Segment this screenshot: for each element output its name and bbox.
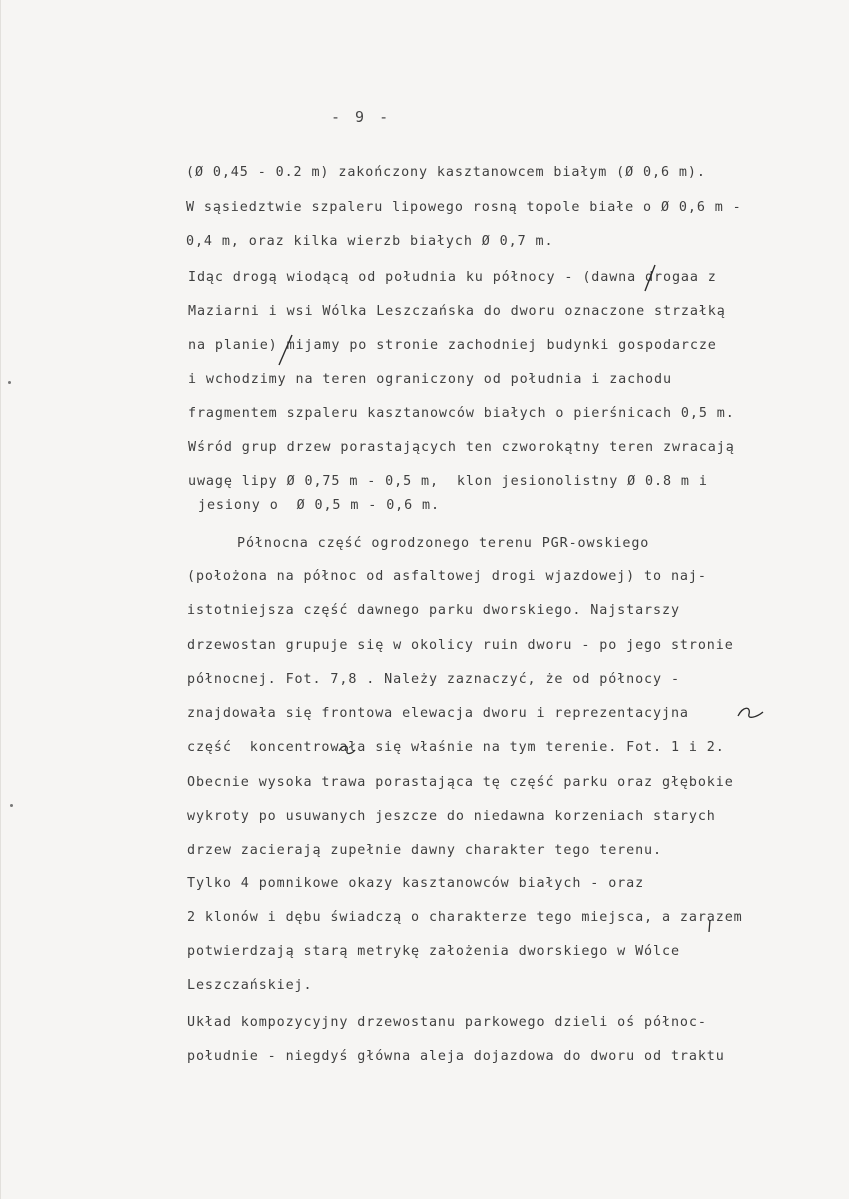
text-line: część koncentrowała się właśnie na tym terenie. Fot. 1 i 2.	[187, 740, 725, 755]
text-line: Układ kompozycyjny drzewostanu parkowego dzieli oś północ-	[187, 1015, 707, 1030]
text-line: W sąsiedztwie szpaleru lipowego rosną topole białe o Ø 0,6 m -	[186, 200, 742, 215]
text-line: i wchodzimy na teren ograniczony od południa i zachodu	[188, 372, 672, 387]
text-line: (Ø 0,45 - 0.2 m) zakończony kasztanowcem białym (Ø 0,6 m).	[186, 165, 706, 180]
text-line: Obecnie wysoka trawa porastająca tę część parku oraz głębokie	[187, 775, 734, 790]
text-line: północnej. Fot. 7,8 . Należy zaznaczyć, że od północy -	[187, 672, 680, 687]
margin-dot	[10, 804, 13, 807]
text-line: wykroty po usuwanych jeszcze do niedawna korzeniach starych	[187, 809, 716, 824]
text-line: istotniejsza część dawnego parku dworskiego. Najstarszy	[187, 603, 680, 618]
text-line: Północna część ogrodzonego terenu PGR-owskiego	[237, 536, 650, 551]
text-line: znajdowała się frontowa elewacja dworu i reprezentacyjna	[187, 706, 689, 721]
text-line: 0,4 m, oraz kilka wierzb białych Ø 0,7 m.	[186, 234, 554, 249]
text-line: drzewostan grupuje się w okolicy ruin dworu - po jego stronie	[187, 638, 734, 653]
text-line: drzew zacierają zupełnie dawny charakter tego terenu.	[187, 843, 662, 858]
text-line: Wśród grup drzew porastających ten czworokątny teren zwracają	[188, 440, 735, 455]
margin-dot	[8, 381, 11, 384]
text-line: jesiony o Ø 0,5 m - 0,6 m.	[198, 498, 440, 513]
text-line: uwagę lipy Ø 0,75 m - 0,5 m, klon jesionolistny Ø 0.8 m i	[188, 474, 708, 489]
pen-correction-mark	[735, 701, 765, 723]
text-line: południe - niegdyś główna aleja dojazdowa do dworu od traktu	[187, 1049, 725, 1064]
text-line: fragmentem szpaleru kasztanowców białych o pierśnicach 0,5 m.	[188, 406, 735, 421]
text-line: 2 klonów i dębu świadczą o charakterze tego miejsca, a zarazem	[187, 910, 743, 925]
text-line: potwierdzają starą metrykę założenia dworskiego w Wólce	[187, 944, 680, 959]
text-line: (położona na północ od asfaltowej drogi wjazdowej) to naj-	[187, 569, 707, 584]
text-line: na planie) mijamy po stronie zachodniej budynki gospodarcze	[188, 338, 717, 353]
page-number: - 9 -	[331, 108, 392, 126]
text-line: Leszczańskiej.	[187, 978, 313, 993]
text-line: Maziarni i wsi Wólka Leszczańska do dworu oznaczone strzałką	[188, 304, 726, 319]
text-line: Idąc drogą wiodącą od południa ku północy - (dawna drogaa z	[188, 270, 717, 285]
text-line: Tylko 4 pomnikowe okazy kasztanowców białych - oraz	[187, 876, 645, 891]
